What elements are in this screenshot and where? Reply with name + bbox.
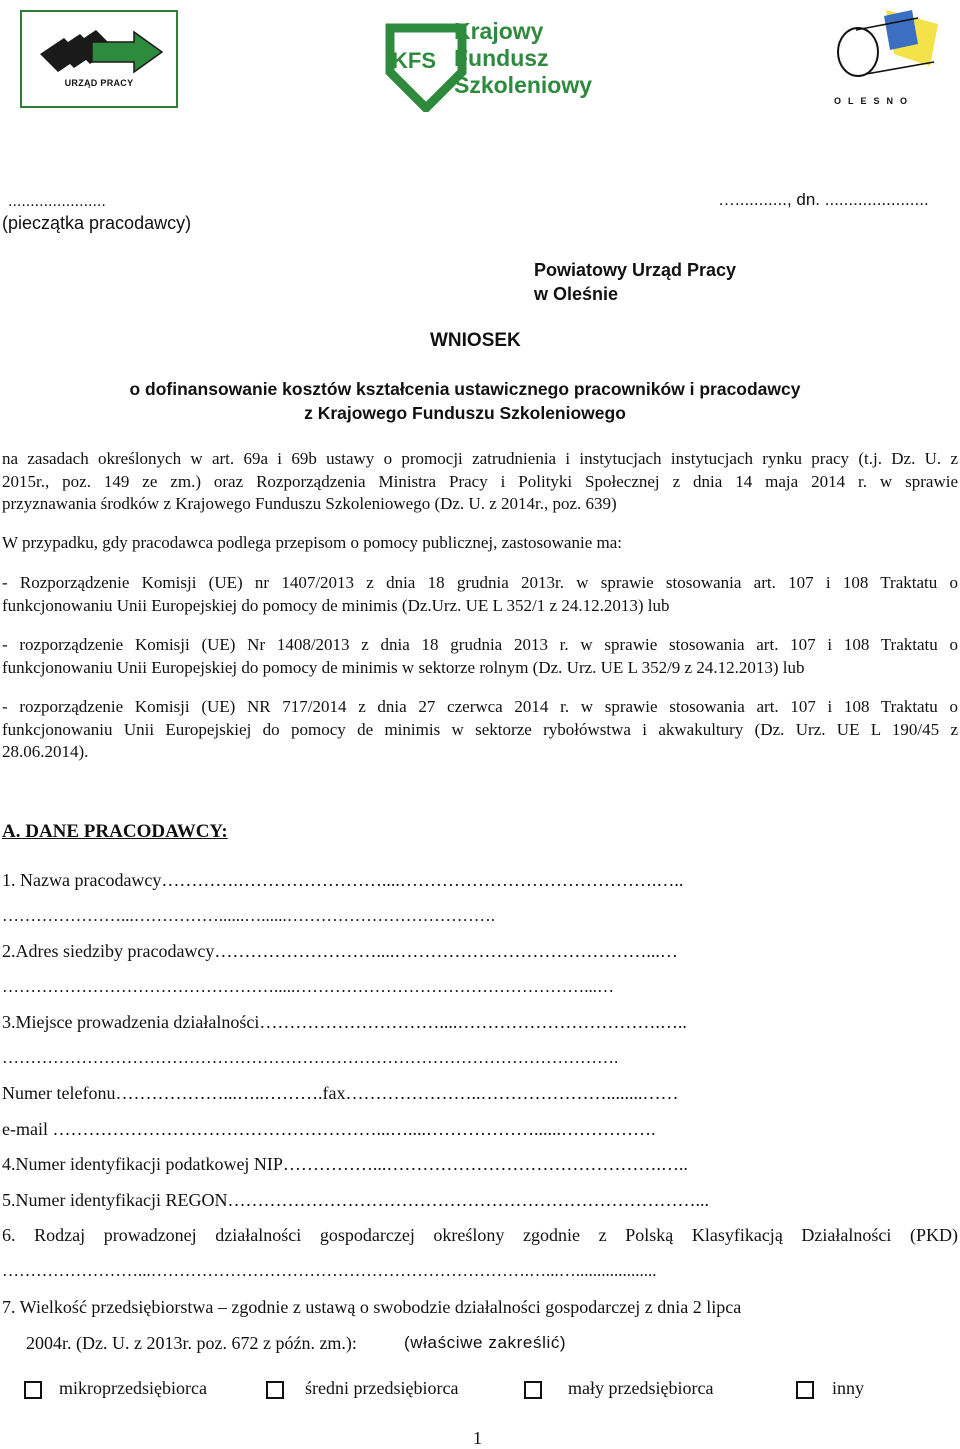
regulation-2-line-1: - rozporządzenie Komisji (UE) Nr 1408/2013 z dnia 18 grudnia 2013 r. w sprawie stosowania art. 107 i 108 Traktatu o: [2, 635, 958, 654]
checkbox-medium[interactable]: [266, 1381, 284, 1399]
kfs-badge: KFS: [392, 48, 436, 73]
business-location-field-continued[interactable]: ……………………………………………………………………………………………….: [2, 1048, 619, 1067]
employer-address-field-continued[interactable]: ………………………………………….....……………………………………………...…: [2, 977, 614, 996]
document-title: WNIOSEK: [430, 330, 521, 351]
urzad-pracy-logo: [20, 10, 178, 108]
document-subtitle-1: o dofinansowanie kosztów kształcenia ustawicznego pracowników i pracodawcy: [129, 379, 801, 399]
stamp-dots: ......................: [8, 193, 106, 210]
employer-name-field-continued[interactable]: …………………...……………......…......……………………………….: [2, 906, 495, 925]
document-subtitle-2: z Krajowego Funduszu Szkoleniowego: [304, 403, 626, 423]
regulation-2-line-2: funkcjonowaniu Unii Europejskiej do pomocy de minimis w sektorze rolnym (Dz. Urz. UE L 352/9 z 24.12.2013) lub: [2, 657, 805, 677]
arrow-cards-icon: [22, 16, 176, 86]
employer-name-field[interactable]: 1. Nazwa pracodawcy………….……………………....…………………………………….…..: [2, 870, 684, 890]
page-number: 1: [473, 1428, 482, 1448]
regon-field[interactable]: 5.Numer identyfikacji REGON……………………………………………………………………...: [2, 1190, 709, 1210]
pkd-field[interactable]: ……………………...………………………………………………………….…...…...................: [2, 1261, 657, 1280]
regulation-2: [2, 634, 958, 679]
kfs-line-2: Fundusz: [454, 45, 549, 71]
kfs-wordmark: [454, 18, 592, 99]
intro-paragraph: [2, 448, 958, 516]
company-size-legal-basis: 2004r. (Dz. U. z 2013r. poz. 672 z późn. zm.):: [26, 1333, 357, 1353]
olesno-caption: OLESNO: [834, 96, 915, 106]
phone-fax-field[interactable]: Numer telefonu………………...…..……….fax…………………..…………………........……: [2, 1083, 679, 1103]
email-field[interactable]: e-mail ………………………………………………...…....………………......…………….: [2, 1119, 656, 1139]
section-a-heading: A. DANE PRACODAWCY:: [2, 821, 228, 842]
recipient-line-2: w Oleśnie: [534, 284, 619, 304]
pkd-label: [2, 1224, 958, 1247]
checkbox-other-label: inny: [832, 1378, 865, 1398]
kfs-line-3: Szkoleniowy: [454, 72, 593, 98]
checkbox-medium-label: średni przedsiębiorca: [305, 1378, 459, 1398]
checkbox-micro[interactable]: [24, 1381, 42, 1399]
regulation-1-line-1: - Rozporządzenie Komisji (UE) nr 1407/2013 z dnia 18 grudnia 2013r. w sprawie stosowania art. 107 i 108 Traktatu o: [2, 573, 958, 592]
pkd-label-text: 6. Rodzaj prowadzonej działalności gospodarczej określony zgodnie z Polską Klasyfikacją Działalności (PKD): [2, 1225, 958, 1245]
checkbox-other[interactable]: [796, 1381, 814, 1399]
kfs-line-1: Krajowy: [454, 18, 544, 44]
recipient-line-1: Powiatowy Urząd Pracy: [534, 260, 737, 280]
employer-address-field[interactable]: 2.Adres siedziby pracodawcy………………………....……………………………………...…: [2, 941, 678, 961]
olesno-emblem-icon: [826, 4, 946, 88]
checkbox-micro-label: mikroprzedsiębiorca: [59, 1378, 207, 1398]
intro-line-2: 2015r., poz. 149 ze zm.) oraz Rozporządzenia Ministra Pracy i Polityki Społecznej z dnia 14 maja 2014 r. w sprawie: [2, 471, 958, 491]
urzad-pracy-caption: URZĄD PRACY: [64, 78, 134, 88]
regulation-3-line-2: funkcjonowaniu Unii Europejskiej do pomocy de minimis w sektorze rybołówstwa i akwakultury (Dz. Urz. UE L 190/45 z: [2, 719, 958, 739]
regulations-lead: W przypadku, gdy pracodawca podlega przepisom o pomocy publicznej, zastosowanie ma:: [2, 533, 622, 552]
company-size-label: 7. Wielkość przedsiębiorstwa – zgodnie z ustawą o swobodzie działalności gospodarczej z dnia 2 lipca: [2, 1297, 742, 1317]
olesno-logo: [826, 4, 946, 112]
regulation-3: [2, 696, 958, 764]
date-line: …..........., dn. ......................: [718, 190, 929, 209]
intro-line-1: na zasadach określonych w art. 69a i 69b ustawy o promocji zatrudnienia i instytucjach instytucjach rynku pracy (t.j. Dz. U. z: [2, 449, 958, 468]
company-size-hint: (właściwe zakreślić): [404, 1333, 567, 1352]
regulation-3-line-3: 28.06.2014).: [2, 742, 89, 761]
kfs-logo: [368, 6, 616, 122]
checkbox-small-label: mały przedsiębiorca: [568, 1378, 714, 1398]
checkbox-small[interactable]: [524, 1381, 542, 1399]
regulation-1-line-2: funkcjonowaniu Unii Europejskiej do pomocy de minimis (Dz.Urz. UE L 352/1 z 24.12.2013) lub: [2, 595, 670, 615]
intro-line-3: przyznawania środków z Krajowego Funduszu Szkoleniowego (Dz. U. z 2014r., poz. 639): [2, 494, 617, 513]
stamp-label: (pieczątka pracodawcy): [2, 213, 192, 233]
regulation-1: [2, 572, 958, 617]
business-location-field[interactable]: 3.Miejsce prowadzenia działalności…………………………....…………………………….…..: [2, 1012, 687, 1032]
nip-field[interactable]: 4.Numer identyfikacji podatkowej NIP……………...……………………………………….…..: [2, 1154, 688, 1174]
regulation-3-line-1: - rozporządzenie Komisji (UE) NR 717/2014 z dnia 27 czerwca 2014 r. w sprawie stosowania art. 107 i 108 Traktatu o: [2, 697, 958, 716]
